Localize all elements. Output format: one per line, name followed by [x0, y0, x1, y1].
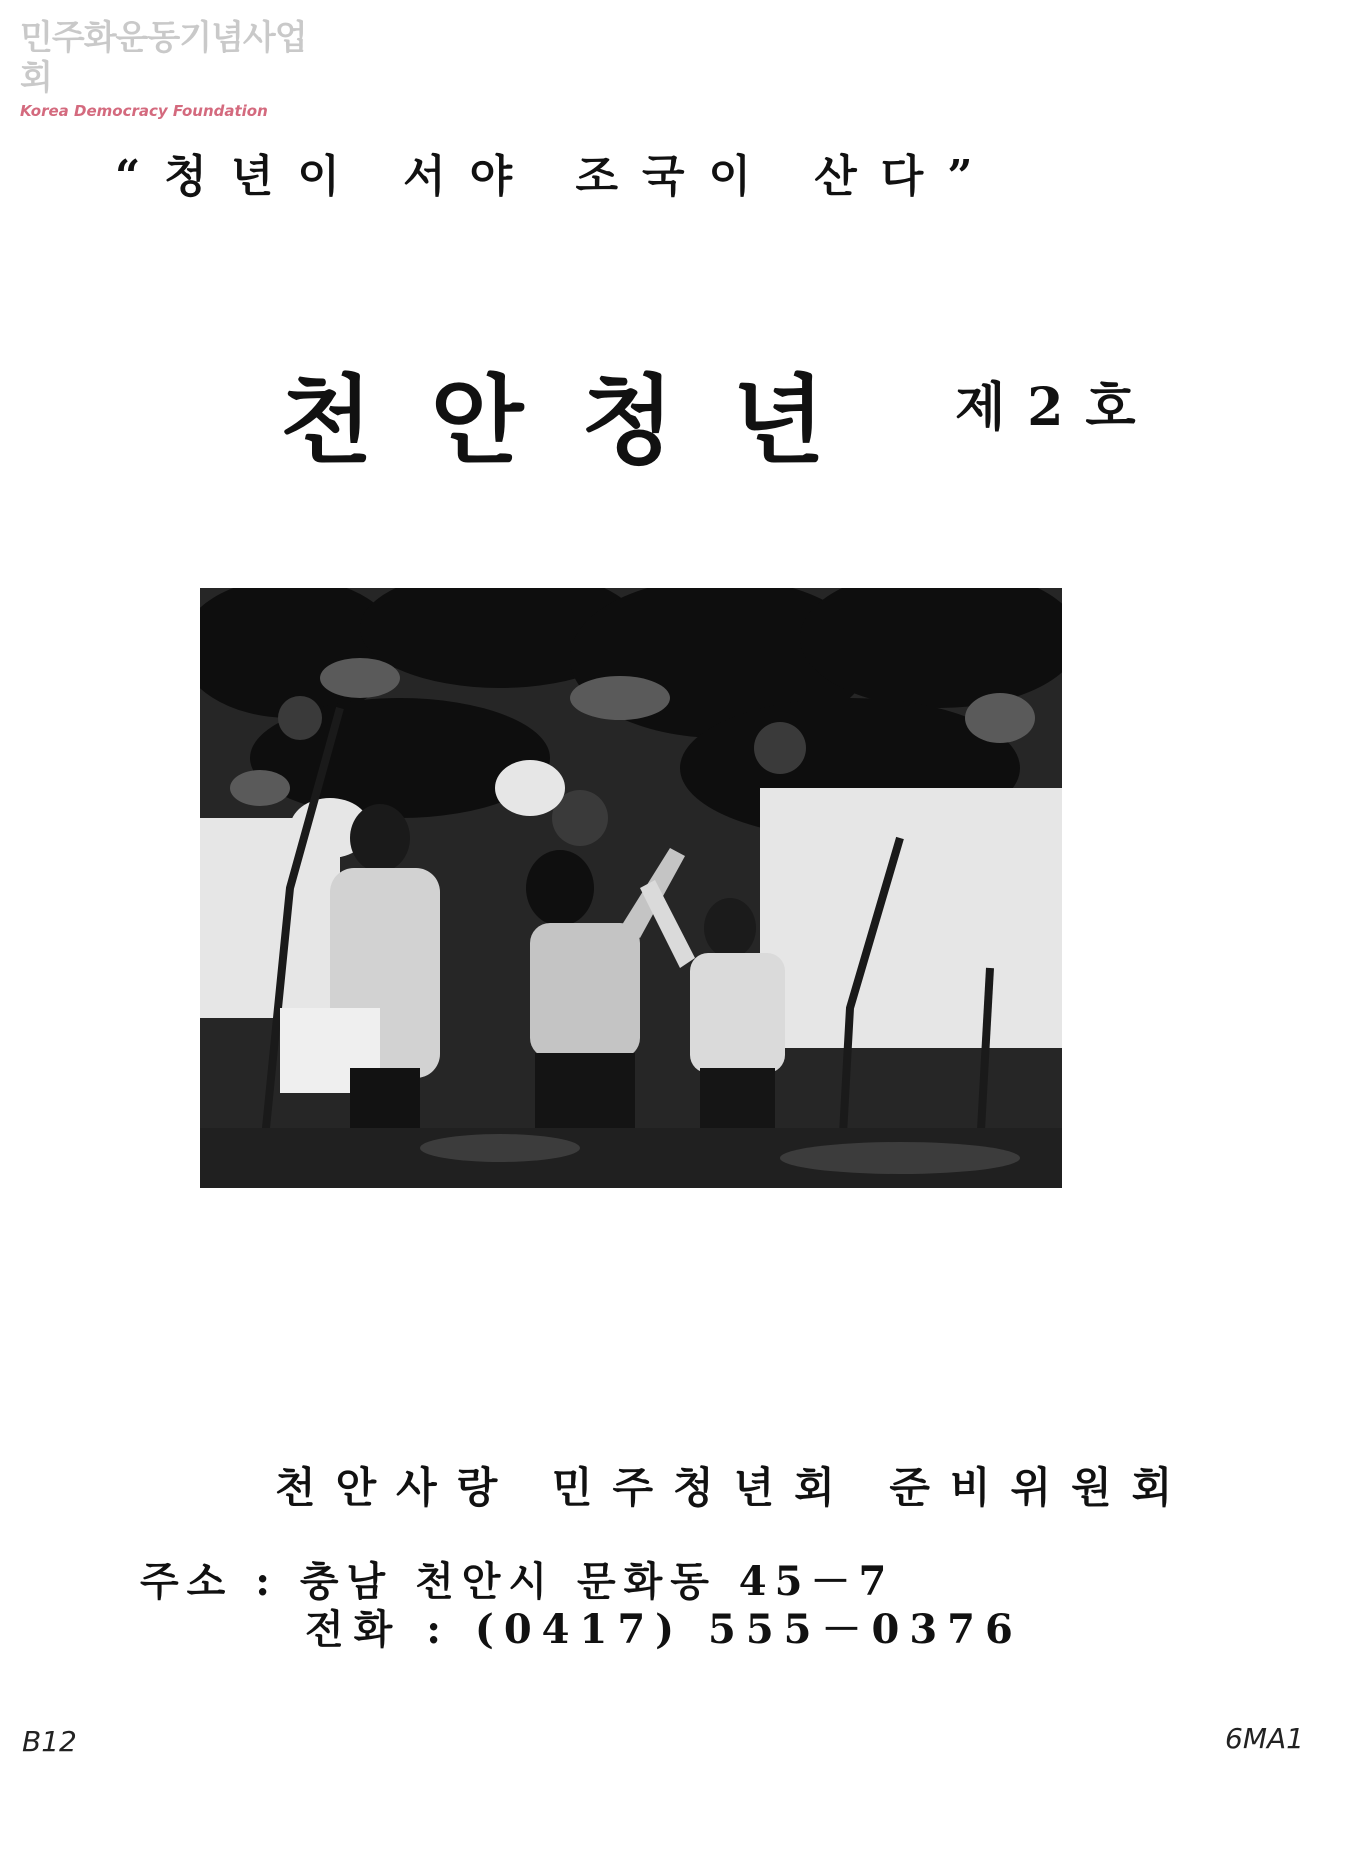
phone: 전화 : (0417) 555－0376 — [305, 1606, 1023, 1653]
handwritten-note-left: B12 — [22, 1725, 77, 1758]
watermark-korean: 민주화운동기념사업회 — [20, 18, 307, 98]
address: 주소 : 충남 천안시 문화동 45－7 — [140, 1558, 895, 1605]
slogan: “청년이 서야 조국이 산다” — [115, 151, 997, 202]
watermark-english: Korea Democracy Foundation — [20, 102, 268, 120]
foundation-watermark — [20, 18, 310, 120]
organization-name: 천안사랑 민주청년회 준비위원회 — [275, 1463, 1193, 1512]
page-title: 천안청년 — [280, 365, 883, 477]
issue-number: 제2호 — [955, 377, 1158, 438]
handwritten-note-right: 6MA1 — [1225, 1722, 1304, 1755]
cover-photo — [200, 588, 1062, 1188]
photo-grape-harvest — [200, 588, 1062, 1188]
